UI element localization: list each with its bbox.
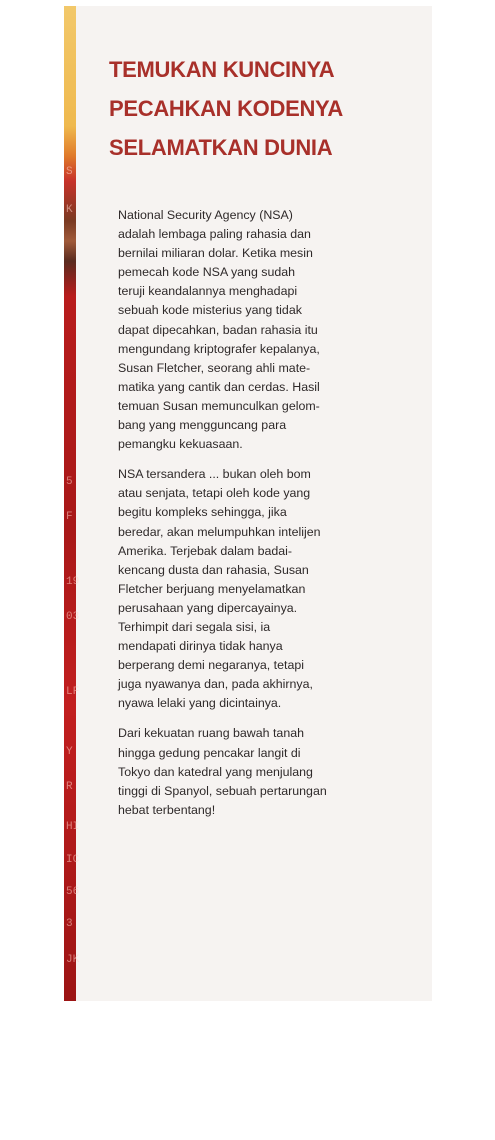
- text-line: nyawa lelaki yang dicintainya.: [118, 696, 282, 711]
- back-cover-page: [64, 6, 432, 1001]
- synopsis-paragraph-2: [118, 465, 398, 713]
- headline: [109, 50, 409, 167]
- text-line: perusahaan yang dipercayainya.: [118, 600, 298, 615]
- text-line: Tokyo dan katedral yang menjulang: [118, 764, 313, 779]
- text-line: adalah lembaga paling rahasia dan: [118, 227, 311, 242]
- text-line: tinggi di Spanyol, sebuah pertarungan: [118, 783, 327, 798]
- text-line: hebat terbentang!: [118, 802, 216, 817]
- headline-line-2: PECAHKAN KODENYA: [109, 96, 343, 121]
- synopsis-text: [118, 206, 398, 831]
- text-line: dapat dipecahkan, badan rahasia itu: [118, 322, 318, 337]
- headline-line-3: SELAMATKAN DUNIA: [109, 135, 333, 160]
- text-line: kencang dusta dan rahasia, Susan: [118, 562, 309, 577]
- text-line: atau senjata, tetapi oleh kode yang: [118, 486, 311, 501]
- text-line: begitu kompleks sehingga, jika: [118, 505, 287, 520]
- text-line: hingga gedung pencakar langit di: [118, 745, 301, 760]
- text-line: matika yang cantik dan cerdas. Hasil: [118, 379, 320, 394]
- text-line: sebuah kode misterius yang tidak: [118, 303, 302, 318]
- text-line: NSA tersandera ... bukan oleh bom: [118, 467, 311, 482]
- synopsis-paragraph-1: [118, 206, 398, 454]
- text-line: Amerika. Terjebak dalam badai-: [118, 543, 293, 558]
- text-line: Dari kekuatan ruang bawah tanah: [118, 726, 304, 741]
- text-line: teruji keandalannya menghadapi: [118, 284, 298, 299]
- text-line: Terhimpit dari segala sisi, ia: [118, 619, 271, 634]
- synopsis-paragraph-3: [118, 724, 398, 819]
- text-line: mengundang kriptografer kepalanya,: [118, 341, 320, 356]
- text-line: bernilai miliaran dolar. Ketika mesin: [118, 246, 313, 261]
- text-line: mendapati dirinya tidak hanya: [118, 639, 283, 654]
- text-line: temuan Susan memunculkan gelom-: [118, 398, 320, 413]
- headline-line-1: TEMUKAN KUNCINYA: [109, 57, 335, 82]
- text-line: pemecah kode NSA yang sudah: [118, 265, 296, 280]
- cover-spine-strip: S K 5 F 19 03 LF Y R HI IC 56 3 JK: [64, 6, 76, 1001]
- text-line: Fletcher berjuang menyelamatkan: [118, 581, 306, 596]
- text-line: Susan Fletcher, seorang ahli mate-: [118, 360, 311, 375]
- text-line: National Security Agency (NSA): [118, 208, 293, 222]
- text-line: beredar, akan melumpuhkan intelijen: [118, 524, 321, 539]
- text-line: bang yang mengguncang para: [118, 418, 287, 433]
- text-line: berperang demi negaranya, tetapi: [118, 658, 304, 673]
- text-line: pemangku kekuasaan.: [118, 437, 243, 452]
- text-line: juga nyawanya dan, pada akhirnya,: [118, 677, 313, 692]
